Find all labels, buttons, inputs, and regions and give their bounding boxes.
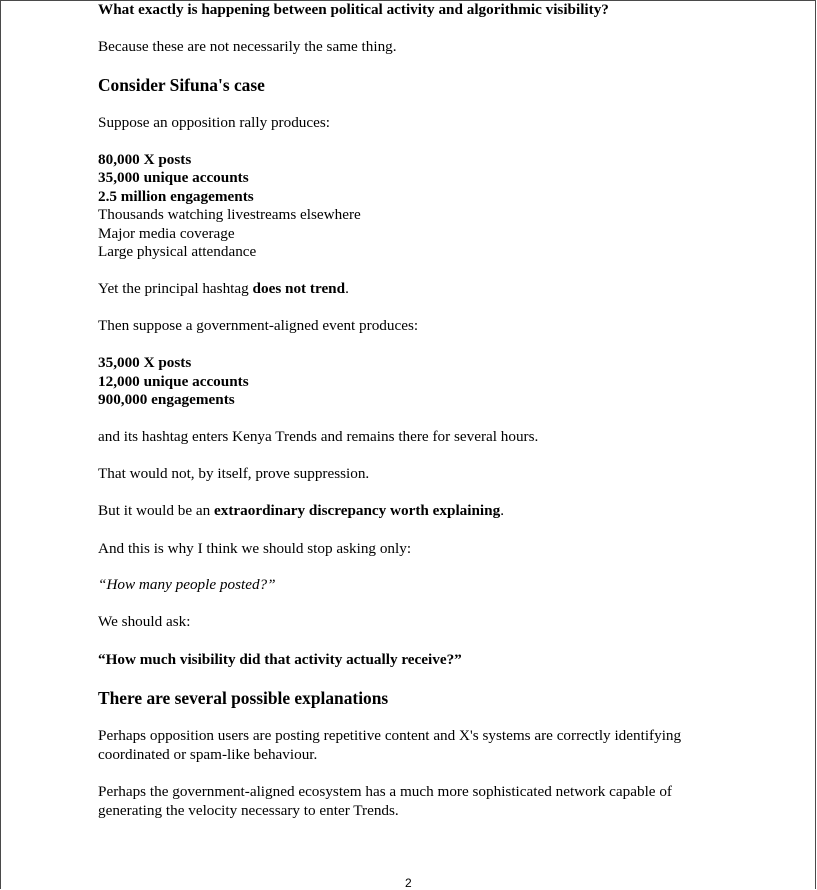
rally-stat-posts: 80,000 X posts <box>98 151 192 168</box>
explanation-paragraph-2: Perhaps the government-aligned ecosystem has a much more sophisticated network capable of generating the velocity necessary to enter Trends. <box>98 783 672 819</box>
discrepancy-suffix: . <box>500 502 504 519</box>
stop-asking-sentence: And this is why I think we should stop asking only: <box>98 540 412 557</box>
should-ask-sentence: We should ask: <box>98 613 191 630</box>
discrepancy-sentence <box>98 502 504 521</box>
rally-intro: Suppose an opposition rally produces: <box>98 114 331 131</box>
gov-stat-engagements: 900,000 engagements <box>98 391 235 408</box>
not-proof-sentence: That would not, by itself, prove suppression. <box>98 465 370 482</box>
page-number: 2 <box>405 876 412 890</box>
trend-sentence-emphasis: does not trend <box>252 280 346 297</box>
discrepancy-emphasis: extraordinary discrepancy worth explaining <box>214 502 501 519</box>
rally-note-livestreams: Thousands watching livestreams elsewhere <box>98 206 361 223</box>
lead-question: What exactly is happening between political activity and algorithmic visibility? <box>98 1 609 18</box>
section-heading-explanations: There are several possible explanations <box>98 688 389 708</box>
gov-stat-accounts: 12,000 unique accounts <box>98 373 249 390</box>
discrepancy-prefix: But it would be an <box>98 502 215 519</box>
gov-stat-posts: 35,000 X posts <box>98 354 192 371</box>
gov-intro: Then suppose a government-aligned event produces: <box>98 317 419 334</box>
explanation-paragraph-1: Perhaps opposition users are posting repetitive content and X's systems are correctly identifying coordinated or spam-like behaviour. <box>98 727 682 763</box>
lead-answer: Because these are not necessarily the same thing. <box>98 38 397 55</box>
rally-note-attendance: Large physical attendance <box>98 243 257 260</box>
gov-outcome: and its hashtag enters Kenya Trends and remains there for several hours. <box>98 428 539 445</box>
rally-stat-accounts: 35,000 unique accounts <box>98 169 249 186</box>
quote-visibility: “How much visibility did that activity actually receive?” <box>98 651 462 668</box>
quote-how-many-posted: “How many people posted?” <box>98 576 276 593</box>
trend-sentence-prefix: Yet the principal hashtag <box>98 280 253 297</box>
rally-stat-engagements: 2.5 million engagements <box>98 188 254 205</box>
trend-sentence <box>98 280 349 299</box>
section-heading-sifuna: Consider Sifuna's case <box>98 75 265 95</box>
rally-note-media: Major media coverage <box>98 225 235 242</box>
trend-sentence-suffix: . <box>345 280 349 297</box>
